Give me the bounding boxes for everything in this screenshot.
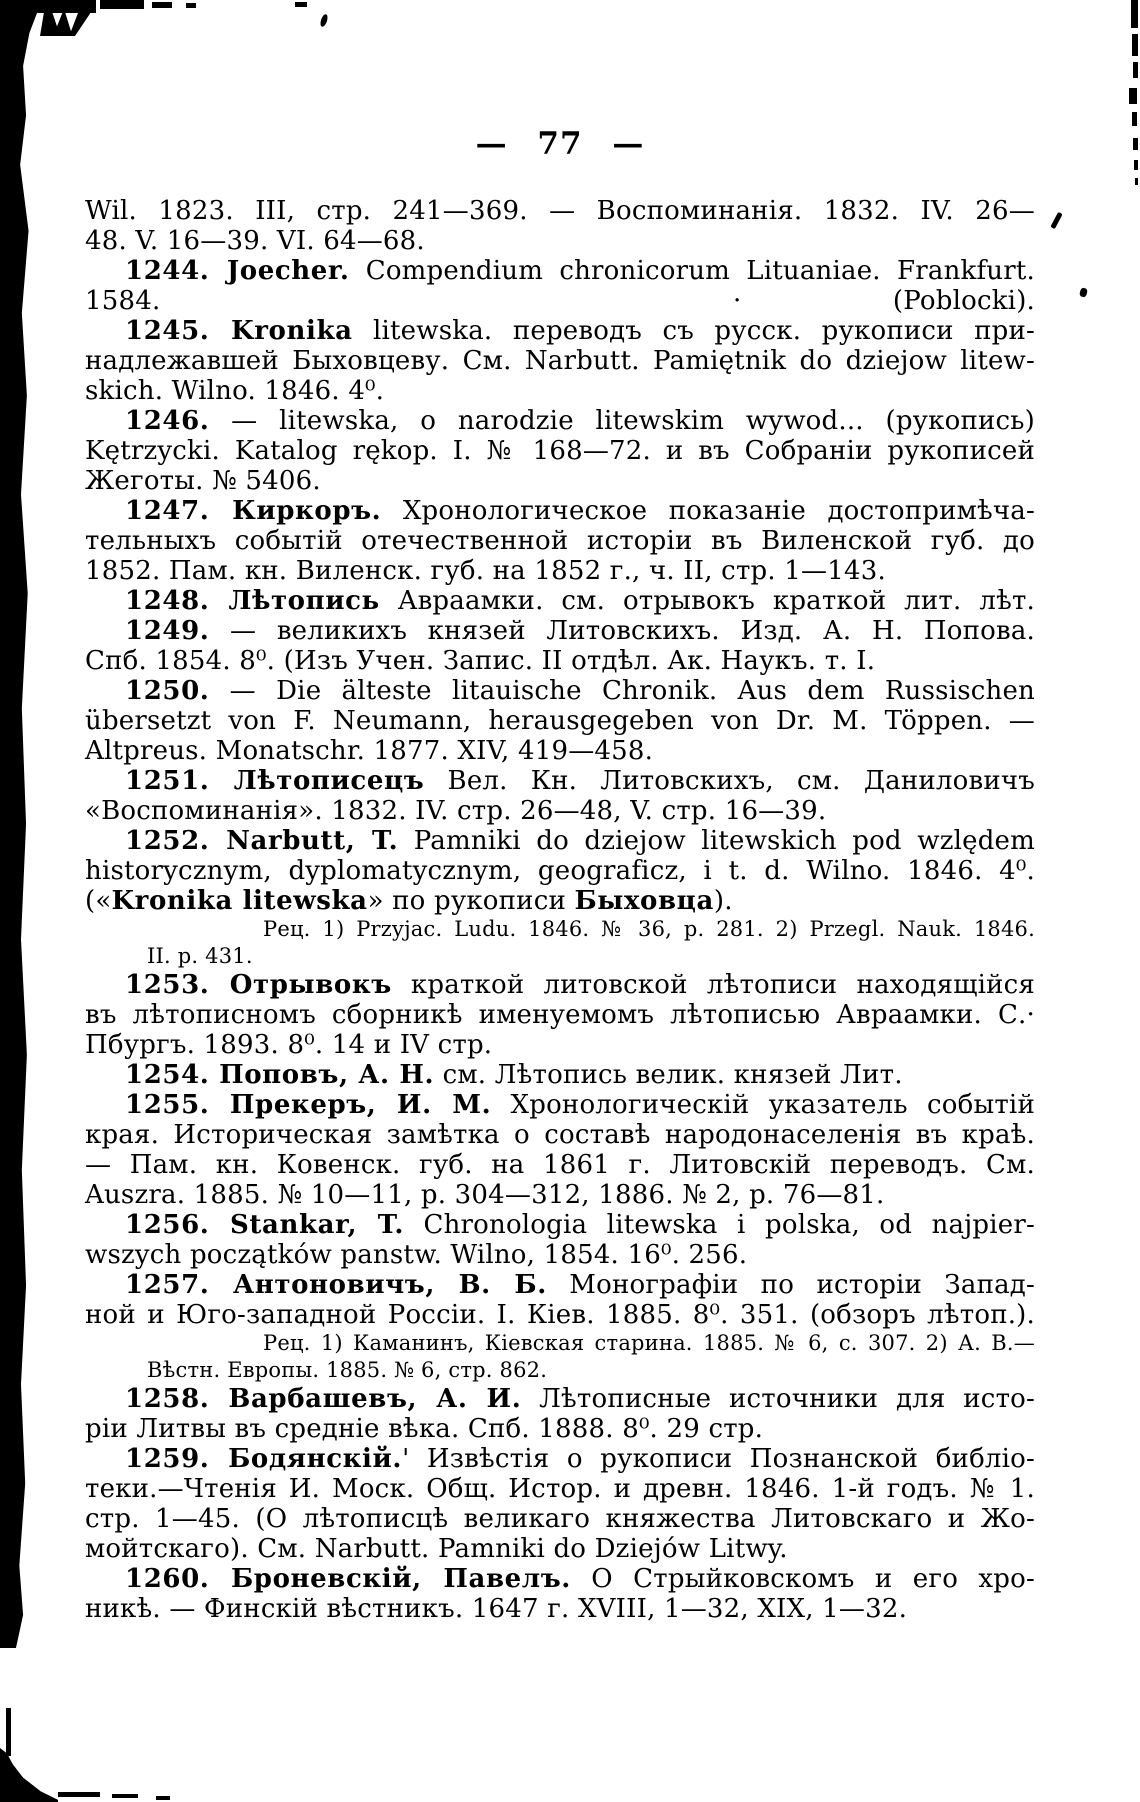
text-segment: Wil. 1823. III, стр. 241—369. — Воспоминанія. 1832. IV. 26—	[85, 196, 1035, 226]
text-segment: Chronologia litewska i polska, od najpier-	[404, 1210, 1035, 1240]
text-segment: — великихъ князей Литовскихъ. Изд. А. Н. Попова.	[209, 616, 1035, 646]
text-line	[85, 1564, 1035, 1594]
scan-artifact-right-dash	[1134, 160, 1138, 170]
text-segment: ).	[713, 886, 733, 916]
scan-artifact-top-left-dot	[47, 17, 55, 25]
text-line	[85, 766, 1035, 796]
text-line-split	[85, 286, 1035, 316]
text-segment: 1260. Броневскій, Павелъ.	[125, 1564, 571, 1594]
text-segment: litewska. переводъ съ русск. рукописи при-	[352, 316, 1036, 346]
scan-artifact-top-dash	[186, 3, 196, 8]
split-middle-dot: ·	[733, 286, 742, 316]
text-line	[85, 856, 1035, 886]
text-segment: 1258. Варбашевъ, А. И.	[125, 1384, 522, 1414]
text-segment: 1257. Антоновичъ, В. Б.	[125, 1270, 547, 1300]
text-line	[85, 1090, 1035, 1120]
text-segment: 1256. Stankar, T.	[125, 1210, 405, 1240]
text-line	[85, 1120, 1035, 1150]
text-line	[85, 1444, 1035, 1474]
text-segment: Kętrzycki. Katalog rękop. I. № 168—72. и въ Собраніи рукописей	[85, 436, 1035, 466]
text-segment: 1253. Отрывокъ	[125, 970, 392, 1000]
text-segment: 1254. Поповъ, А. Н.	[125, 1060, 435, 1090]
text-line	[85, 1150, 1035, 1180]
text-line	[85, 943, 1035, 970]
scan-artifact-speck	[1079, 287, 1088, 298]
text-segment: Хронологическій указатель событій	[491, 1090, 1035, 1120]
text-segment: («	[85, 886, 112, 916]
text-segment: ной и Юго-западной Россіи. I. Кіев. 1885. 8⁰. 351. (обзоръ лѣтоп.).	[85, 1300, 1035, 1330]
text-line	[85, 196, 1035, 226]
text-line	[85, 496, 1035, 526]
scan-artifact-speck	[1050, 212, 1062, 229]
text-segment: — litewska, o narodzie litewskim wywod... (рукопись)	[209, 406, 1035, 436]
text-line	[85, 1384, 1035, 1414]
scan-artifact-bottom-dash	[58, 1792, 100, 1797]
text-segment: «Воспоминанія». 1832. IV. стр. 26—48, V. стр. 16—39.	[85, 796, 827, 826]
text-line	[85, 406, 1035, 436]
text-line	[85, 316, 1035, 346]
text-segment: Пбургъ. 1893. 8⁰. 14 и IV стр.	[85, 1030, 493, 1060]
text-line	[85, 526, 1035, 556]
text-line	[85, 796, 1035, 826]
scan-artifact-right-dash	[1135, 178, 1138, 185]
text-line	[85, 1534, 1035, 1564]
text-segment: 1255. Прекеръ, И. М.	[125, 1090, 492, 1120]
text-line	[85, 886, 1035, 916]
text-segment: Жеготы. № 5406.	[85, 466, 321, 496]
text-segment: тельныхъ событій отечественной исторіи въ Виленской губ. до	[85, 526, 1035, 556]
split-right-text: (Poblocki).	[892, 286, 1035, 316]
split-left-text: 1584.	[85, 286, 161, 316]
text-line	[85, 1357, 1035, 1384]
text-segment: 1247. Киркоръ.	[125, 496, 382, 526]
text-segment: края. Историческая замѣтка о составѣ народонаселенія въ краѣ.	[85, 1120, 1035, 1150]
bibliography-text	[85, 196, 1035, 1624]
scan-artifact-bottom-left-tick	[6, 1708, 11, 1756]
text-line	[85, 706, 1035, 736]
text-segment: О Стрыйковскомъ и его хро-	[570, 1564, 1035, 1594]
text-segment: ріи Литвы въ средніе вѣка. Спб. 1888. 8⁰. 29 стр.	[85, 1414, 764, 1444]
text-line	[85, 826, 1035, 856]
text-line	[85, 1270, 1035, 1300]
text-segment: Compendium chronicorum Lituaniae. Frankfurt.	[349, 256, 1035, 286]
scan-artifact-right-dash	[1131, 0, 1138, 28]
text-segment: надлежавшей Быховцеву. См. Narbutt. Pamiętnik do dziejow litew-	[85, 346, 1035, 376]
scan-artifact-right-dash	[1133, 62, 1138, 78]
text-segment: Хронологическое показаніе достопримѣча-	[381, 496, 1035, 526]
text-line	[85, 376, 1035, 406]
text-segment: Вѣстн. Европы. 1885. № 6, стр. 862.	[147, 1358, 548, 1382]
scan-artifact-right-dash	[1129, 88, 1137, 104]
text-segment: Монографіи по исторіи Запад-	[546, 1270, 1035, 1300]
text-line	[85, 1300, 1035, 1330]
scan-artifact-speck	[319, 13, 329, 27]
text-segment: мойтскаго). См. Narbutt. Pamniki do Dziejów Litwy.	[85, 1534, 788, 1564]
text-line	[85, 1210, 1035, 1240]
text-segment: Рец. 1) Przyjac. Ludu. 1846. № 36, p. 281. 2) Przegl. Nauk. 1846.	[263, 917, 1035, 941]
scan-artifact-top-dash	[152, 2, 172, 8]
text-segment: Быховца	[574, 886, 714, 916]
text-line	[85, 556, 1035, 586]
text-segment: historycznym, dyplomatycznym, geograficz, i t. d. Wilno. 1846. 4⁰.	[85, 856, 1035, 886]
text-segment: 1852. Пам. кн. Виленск. губ. на 1852 г., ч. II, стр. 1—143.	[85, 556, 886, 586]
text-line	[85, 646, 1035, 676]
text-line	[85, 1330, 1035, 1357]
text-segment: стр. 1—45. (О лѣтописцѣ великаго княжества Литовскаго и Жо-	[85, 1504, 1035, 1534]
text-line	[85, 226, 1035, 256]
text-line	[85, 466, 1035, 496]
text-segment: — Пам. кн. Ковенск. губ. на 1861 г. Литовскій переводъ. См.	[85, 1150, 1035, 1180]
text-line	[85, 1414, 1035, 1444]
scan-artifact-top-dash	[295, 2, 307, 7]
text-line	[85, 586, 1035, 616]
text-segment: въ лѣтописномъ сборникѣ именуемомъ лѣтописью Авраамки. С.·	[85, 1000, 1035, 1030]
scan-artifact-right-dash	[1132, 112, 1137, 126]
text-line	[85, 1030, 1035, 1060]
text-segment: Altpreus. Monatschr. 1877. XIV, 419—458.	[85, 736, 654, 766]
text-line	[85, 1474, 1035, 1504]
text-line	[85, 346, 1035, 376]
text-segment: Рец. 1) Каманинъ, Кіевская старина. 1885. № 6, с. 307. 2) А. В.—	[263, 1331, 1035, 1355]
text-segment: Auszra. 1885. № 10—11, p. 304—312, 1886. № 2, p. 76—81.	[85, 1180, 885, 1210]
text-segment: übersetzt von F. Neumann, herausgegeben von Dr. M. Töppen. —	[85, 706, 1035, 736]
text-segment: 1252. Narbutt, T.	[125, 826, 399, 856]
text-segment: 1244. Joecher.	[125, 256, 350, 286]
text-segment: » по рукописи	[367, 886, 575, 916]
text-segment: см. Лѣтопись велик. князей Лит.	[434, 1060, 903, 1090]
text-segment: 1259. Бодянскій.	[125, 1444, 403, 1474]
text-line	[85, 916, 1035, 943]
scan-artifact-right-dash	[1132, 34, 1138, 56]
text-line	[85, 256, 1035, 286]
text-segment: Вел. Кн. Литовскихъ, см. Даниловичъ	[424, 766, 1035, 796]
text-segment: — Die älteste litauische Chronik. Aus dem Russischen	[209, 676, 1035, 706]
text-line	[85, 616, 1035, 646]
text-segment: 1249.	[125, 616, 210, 646]
text-segment: Pamniki do dziejow litewskich pod wzlędem	[398, 826, 1035, 856]
scan-artifact-bottom-dash	[156, 1796, 170, 1800]
text-segment: Спб. 1854. 8⁰. (Изъ Учен. Запис. II отдѣл. Ак. Наукъ. т. I.	[85, 646, 876, 676]
text-segment: 1246.	[125, 406, 210, 436]
text-line	[85, 1594, 1035, 1624]
text-segment: 48. V. 16—39. VI. 64—68.	[85, 226, 425, 256]
text-segment: 1251. Лѣтописецъ	[125, 766, 425, 796]
text-segment: теки.—Чтенія И. Моск. Общ. Истор. и древн. 1846. 1-й годъ. № 1.	[85, 1474, 1035, 1504]
text-line	[85, 970, 1035, 1000]
text-line	[85, 1180, 1035, 1210]
scan-artifact-right-dash	[1133, 138, 1138, 150]
text-segment: wszych początków panstw. Wilno, 1854. 16⁰. 256.	[85, 1240, 748, 1270]
text-segment: Авраамки. см. отрывокъ краткой лит. лѣт.	[379, 586, 1036, 616]
text-line	[85, 1060, 1035, 1090]
text-line	[85, 676, 1035, 706]
text-segment: краткой литовской лѣтописи находящійся	[391, 970, 1035, 1000]
text-segment: Kronika litewska	[111, 886, 368, 916]
text-line	[85, 1240, 1035, 1270]
scan-artifact-top-dash	[100, 0, 144, 9]
scan-artifact-left-binding-band	[0, 0, 42, 1648]
text-segment: никѣ. — Финскій вѣстникъ. 1647 г. XVIII, 1—32, XIX, 1—32.	[85, 1594, 908, 1624]
text-segment: II. p. 431.	[147, 944, 253, 968]
text-segment: Лѣтописные источники для исто-	[521, 1384, 1035, 1414]
text-segment: 1250.	[125, 676, 210, 706]
text-line	[85, 436, 1035, 466]
text-line	[85, 736, 1035, 766]
scan-artifact-bottom-left-blob	[0, 1748, 58, 1802]
text-segment: ' Извѣстія о рукописи Познанской библіо-	[402, 1444, 1036, 1474]
scan-artifact-bottom-dash	[112, 1794, 138, 1798]
page-number: — 77 —	[475, 126, 645, 162]
text-segment: 1245. Kronika	[125, 316, 353, 346]
text-line	[85, 1000, 1035, 1030]
text-segment: skich. Wilno. 1846. 4⁰.	[85, 376, 385, 406]
text-segment: 1248. Лѣтопись	[125, 586, 380, 616]
text-line	[85, 1504, 1035, 1534]
